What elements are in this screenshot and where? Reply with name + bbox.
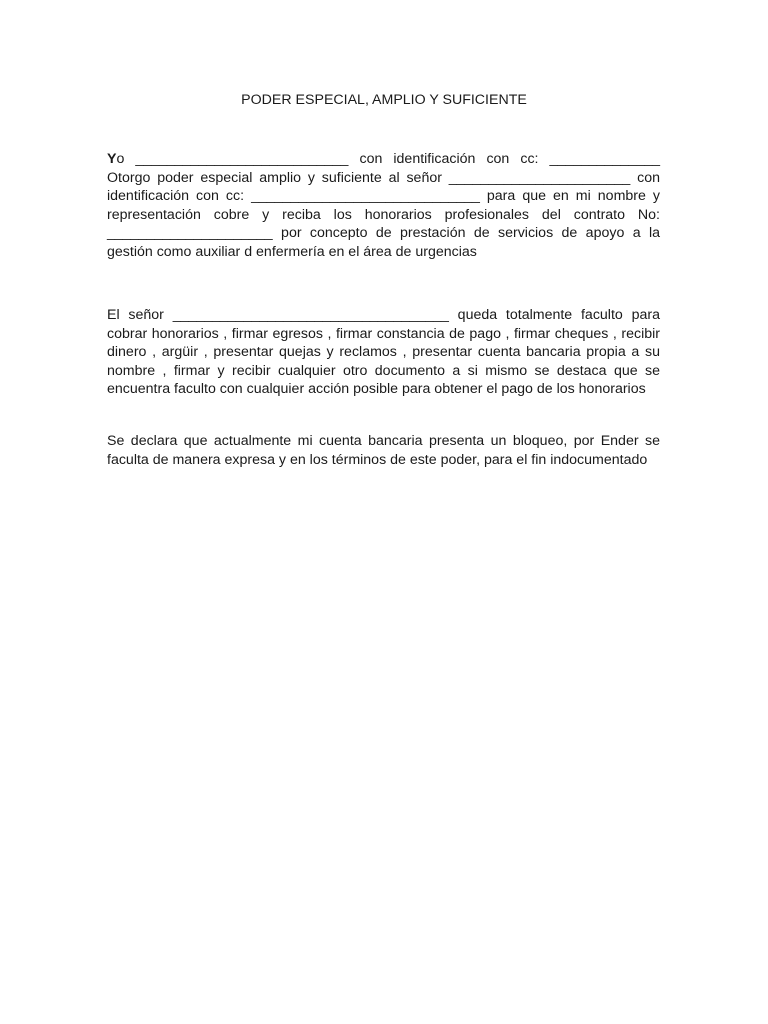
paragraph-initial-letter: Y	[107, 151, 117, 167]
paragraph-declaration: Se declara que actualmente mi cuenta bancaria presenta un bloqueo, por Ender se faculta de manera expresa y en los términos de este poder, para el fin indocumentado	[107, 433, 660, 468]
document-title: PODER ESPECIAL, AMPLIO Y SUFICIENTE	[241, 92, 527, 108]
paragraph-grant-of-power	[107, 150, 660, 261]
paragraph-faculties: El señor ___________________________________ queda totalmente faculto para cobrar honorarios , firmar egresos , firmar constancia de pago , firmar cheques , recibir dinero , argüir , presentar quejas y reclamos , presentar cuenta bancaria propia a su nombre , firmar y recibir cualquier otro documento a si mismo se destaca que se encuentra faculto con cualquier acción posible para obtener el pago de los honorarios	[107, 307, 660, 397]
paragraph-grant-of-power-text: o ___________________________ con identificación con cc: ______________ Otorgo poder especial amplio y suficiente al señor _______________________ con identificación con cc: _____________________________ para que en mi nombre y representación cobre y reciba los honorarios profesionales del contrato No: _____________________ por concepto de prestación de servicios de apoyo a la gestión como auxiliar d enfermería en el área de urgencias	[107, 151, 660, 260]
